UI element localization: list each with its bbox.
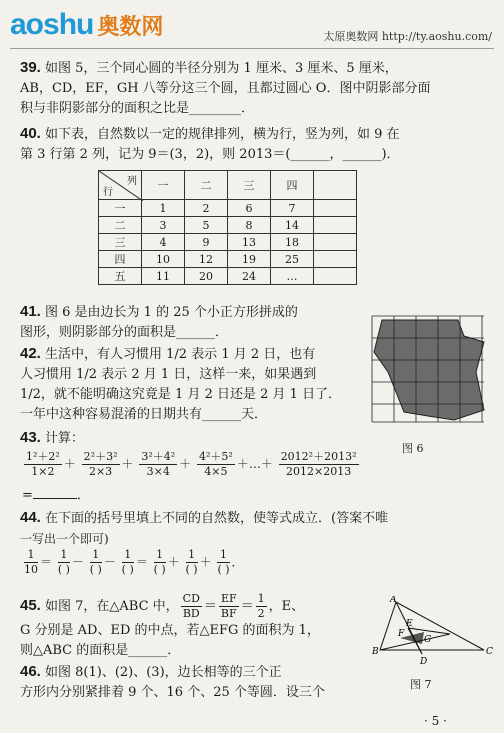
q42-line4: 一年中这种容易混淆的日期共有______天． bbox=[20, 407, 268, 422]
table-row: 一 1 2 6 7 bbox=[99, 200, 357, 217]
q44-line1: 在下面的括号里填上不同的自然数，使等式成立．(答案不唯 bbox=[45, 511, 389, 526]
point-f: F bbox=[398, 629, 405, 639]
q39-line1: 如图 5，三个同心圆的半径分别为 1 厘米、3 厘米、5 厘米， bbox=[45, 61, 398, 76]
header-divider bbox=[10, 48, 494, 49]
question-number: 39. bbox=[20, 59, 41, 76]
point-e: E bbox=[406, 619, 413, 629]
site-url: 太原奥数网 http://ty.aoshu.com/ bbox=[323, 30, 492, 43]
q42-line1: 生活中，有人习惯用 1/2 表示 1 月 2 日，也有 bbox=[45, 347, 316, 362]
logo-cn: 奥数网 bbox=[97, 14, 164, 39]
point-d: D bbox=[420, 657, 428, 666]
q43-label: 计算： bbox=[45, 431, 85, 446]
table-row: 二 3 5 8 14 bbox=[99, 217, 357, 234]
point-a: A bbox=[390, 596, 397, 605]
table-row: 五 11 20 24 … bbox=[99, 268, 357, 285]
page-number: · 5 · bbox=[424, 714, 447, 728]
question-number: 45. bbox=[20, 597, 41, 614]
q39-line2: AB，CD，EF，GH 八等分这三个圆，且都过圆心 O．图中阴影部分面 bbox=[20, 81, 431, 96]
figure-7 bbox=[372, 596, 494, 666]
col-header: 二 bbox=[185, 171, 228, 200]
logo bbox=[10, 8, 163, 42]
col-header: 四 bbox=[271, 171, 314, 200]
question-number: 42. bbox=[20, 345, 41, 362]
q41-line2: 图形，则阴影部分的面积是______． bbox=[20, 325, 229, 340]
question-41 bbox=[20, 302, 360, 343]
point-c: C bbox=[486, 647, 493, 657]
figure-6-caption: 图 6 bbox=[402, 442, 424, 455]
table-row: 四 10 12 19 25 bbox=[99, 251, 357, 268]
fraction: $\frac{1}{( )}$ bbox=[89, 548, 102, 576]
fraction: $\frac{1}{( )}$ bbox=[57, 548, 70, 576]
point-b: B bbox=[372, 647, 379, 657]
q44-equation: $\frac{1}{10}$ ＝ $\frac{1}{( )}$ － $\frac{1}{( )}$ － $\frac{1}{( )}$ ＝ $\frac{1}{( )}$ ＋ $\frac{1}{( )}$ ＋ $\frac{1}{( )}$ ． bbox=[24, 548, 244, 576]
question-43 bbox=[20, 428, 84, 449]
col-header: 三 bbox=[228, 171, 271, 200]
figure-6 bbox=[368, 312, 486, 428]
fraction: $\frac{1}{10}$ bbox=[24, 548, 38, 576]
fraction: $\frac{1}{( )}$ bbox=[153, 548, 166, 576]
q43-expression: $\frac{\text{1²＋2²}}{1\times 2}$ ＋ $\frac{\text{2²＋3²}}{2\times 3}$ ＋ $\frac{\text{3²＋4²}}{3\times 4}$ ＋ $\frac{\text{4²＋5²}}{4\times 5}$ ＋…＋ $\frac{\text{2012²＋2013²}}{2012\times 2013}$ bbox=[26, 450, 357, 478]
logo-text: aoshu bbox=[10, 8, 94, 41]
q44-line2: 一写出一个即可) bbox=[20, 532, 109, 546]
q39-line3: 积与非阴影部分的面积之比是________． bbox=[20, 101, 255, 116]
table-row: 三 4 9 13 18 bbox=[99, 234, 357, 251]
question-45: 45. 如图 7，在△ABC 中， $\frac{CD}{BD}$ ＝ $\frac{EF}{BF}$ ＝ $\frac{1}{2}$ ，E、 G 分别是 AD、ED 的中点，若△EFG 的面积为 1， 则△ABC 的面积是______． bbox=[20, 592, 370, 661]
question-39 bbox=[20, 58, 490, 119]
col-header bbox=[314, 171, 357, 200]
figure-7-caption: 图 7 bbox=[410, 678, 432, 691]
number-table bbox=[98, 170, 357, 285]
fraction: $\frac{\text{4²＋5²}}{4\times 5}$ bbox=[199, 450, 233, 478]
question-number: 40. bbox=[20, 125, 41, 142]
q42-line3: 1/2，就不能明确这究竟是 1 月 2 日还是 2 月 1 日了． bbox=[20, 387, 342, 402]
fraction: $\frac{1}{( )}$ bbox=[185, 548, 198, 576]
question-number: 44. bbox=[20, 509, 41, 526]
q40-line2: 第 3 行第 2 列，记为 9＝(3，2)，则 2013＝(______，______)． bbox=[20, 147, 400, 162]
question-46 bbox=[20, 662, 380, 703]
fraction: $\frac{1}{( )}$ bbox=[121, 548, 134, 576]
question-number: 41. bbox=[20, 303, 41, 320]
fraction: $\frac{1}{( )}$ bbox=[217, 548, 230, 576]
q42-line2: 人习惯用 1/2 表示 2 月 1 日，这样一来，如果遇到 bbox=[20, 367, 317, 382]
question-number: 46. bbox=[20, 663, 41, 680]
fraction: $\frac{\text{2²＋3²}}{2\times 3}$ bbox=[83, 450, 118, 478]
point-g: G bbox=[424, 635, 432, 645]
fraction: $\frac{\text{3²＋4²}}{3\times 4}$ bbox=[141, 450, 176, 478]
question-40 bbox=[20, 124, 490, 165]
q40-line1: 如下表，自然数以一定的规律排列，横为行，竖为列，如 9 在 bbox=[45, 127, 400, 142]
question-44 bbox=[20, 508, 490, 549]
q41-line1: 图 6 是由边长为 1 的 25 个小正方形拼成的 bbox=[45, 305, 298, 320]
question-42 bbox=[20, 344, 365, 425]
table-corner: 列 行 bbox=[99, 171, 142, 200]
q46-line2: 方形内分别紧排着 9 个、16 个、25 个等圆．设三个 bbox=[20, 685, 325, 700]
fraction: $\frac{\text{2012²＋2013²}}{2012\times 2013}$ bbox=[280, 450, 357, 478]
question-number: 43. bbox=[20, 429, 41, 446]
fraction: $\frac{\text{1²＋2²}}{1\times 2}$ bbox=[26, 450, 60, 478]
q46-line1: 如图 8(1)、(2)、(3)，边长相等的三个正 bbox=[45, 665, 282, 680]
q43-answer: = ． bbox=[22, 488, 90, 503]
col-header: 一 bbox=[142, 171, 185, 200]
q45-line3: 则△ABC 的面积是______． bbox=[20, 643, 181, 658]
q45-line2: G 分别是 AD、ED 的中点，若△EFG 的面积为 1， bbox=[20, 623, 320, 638]
